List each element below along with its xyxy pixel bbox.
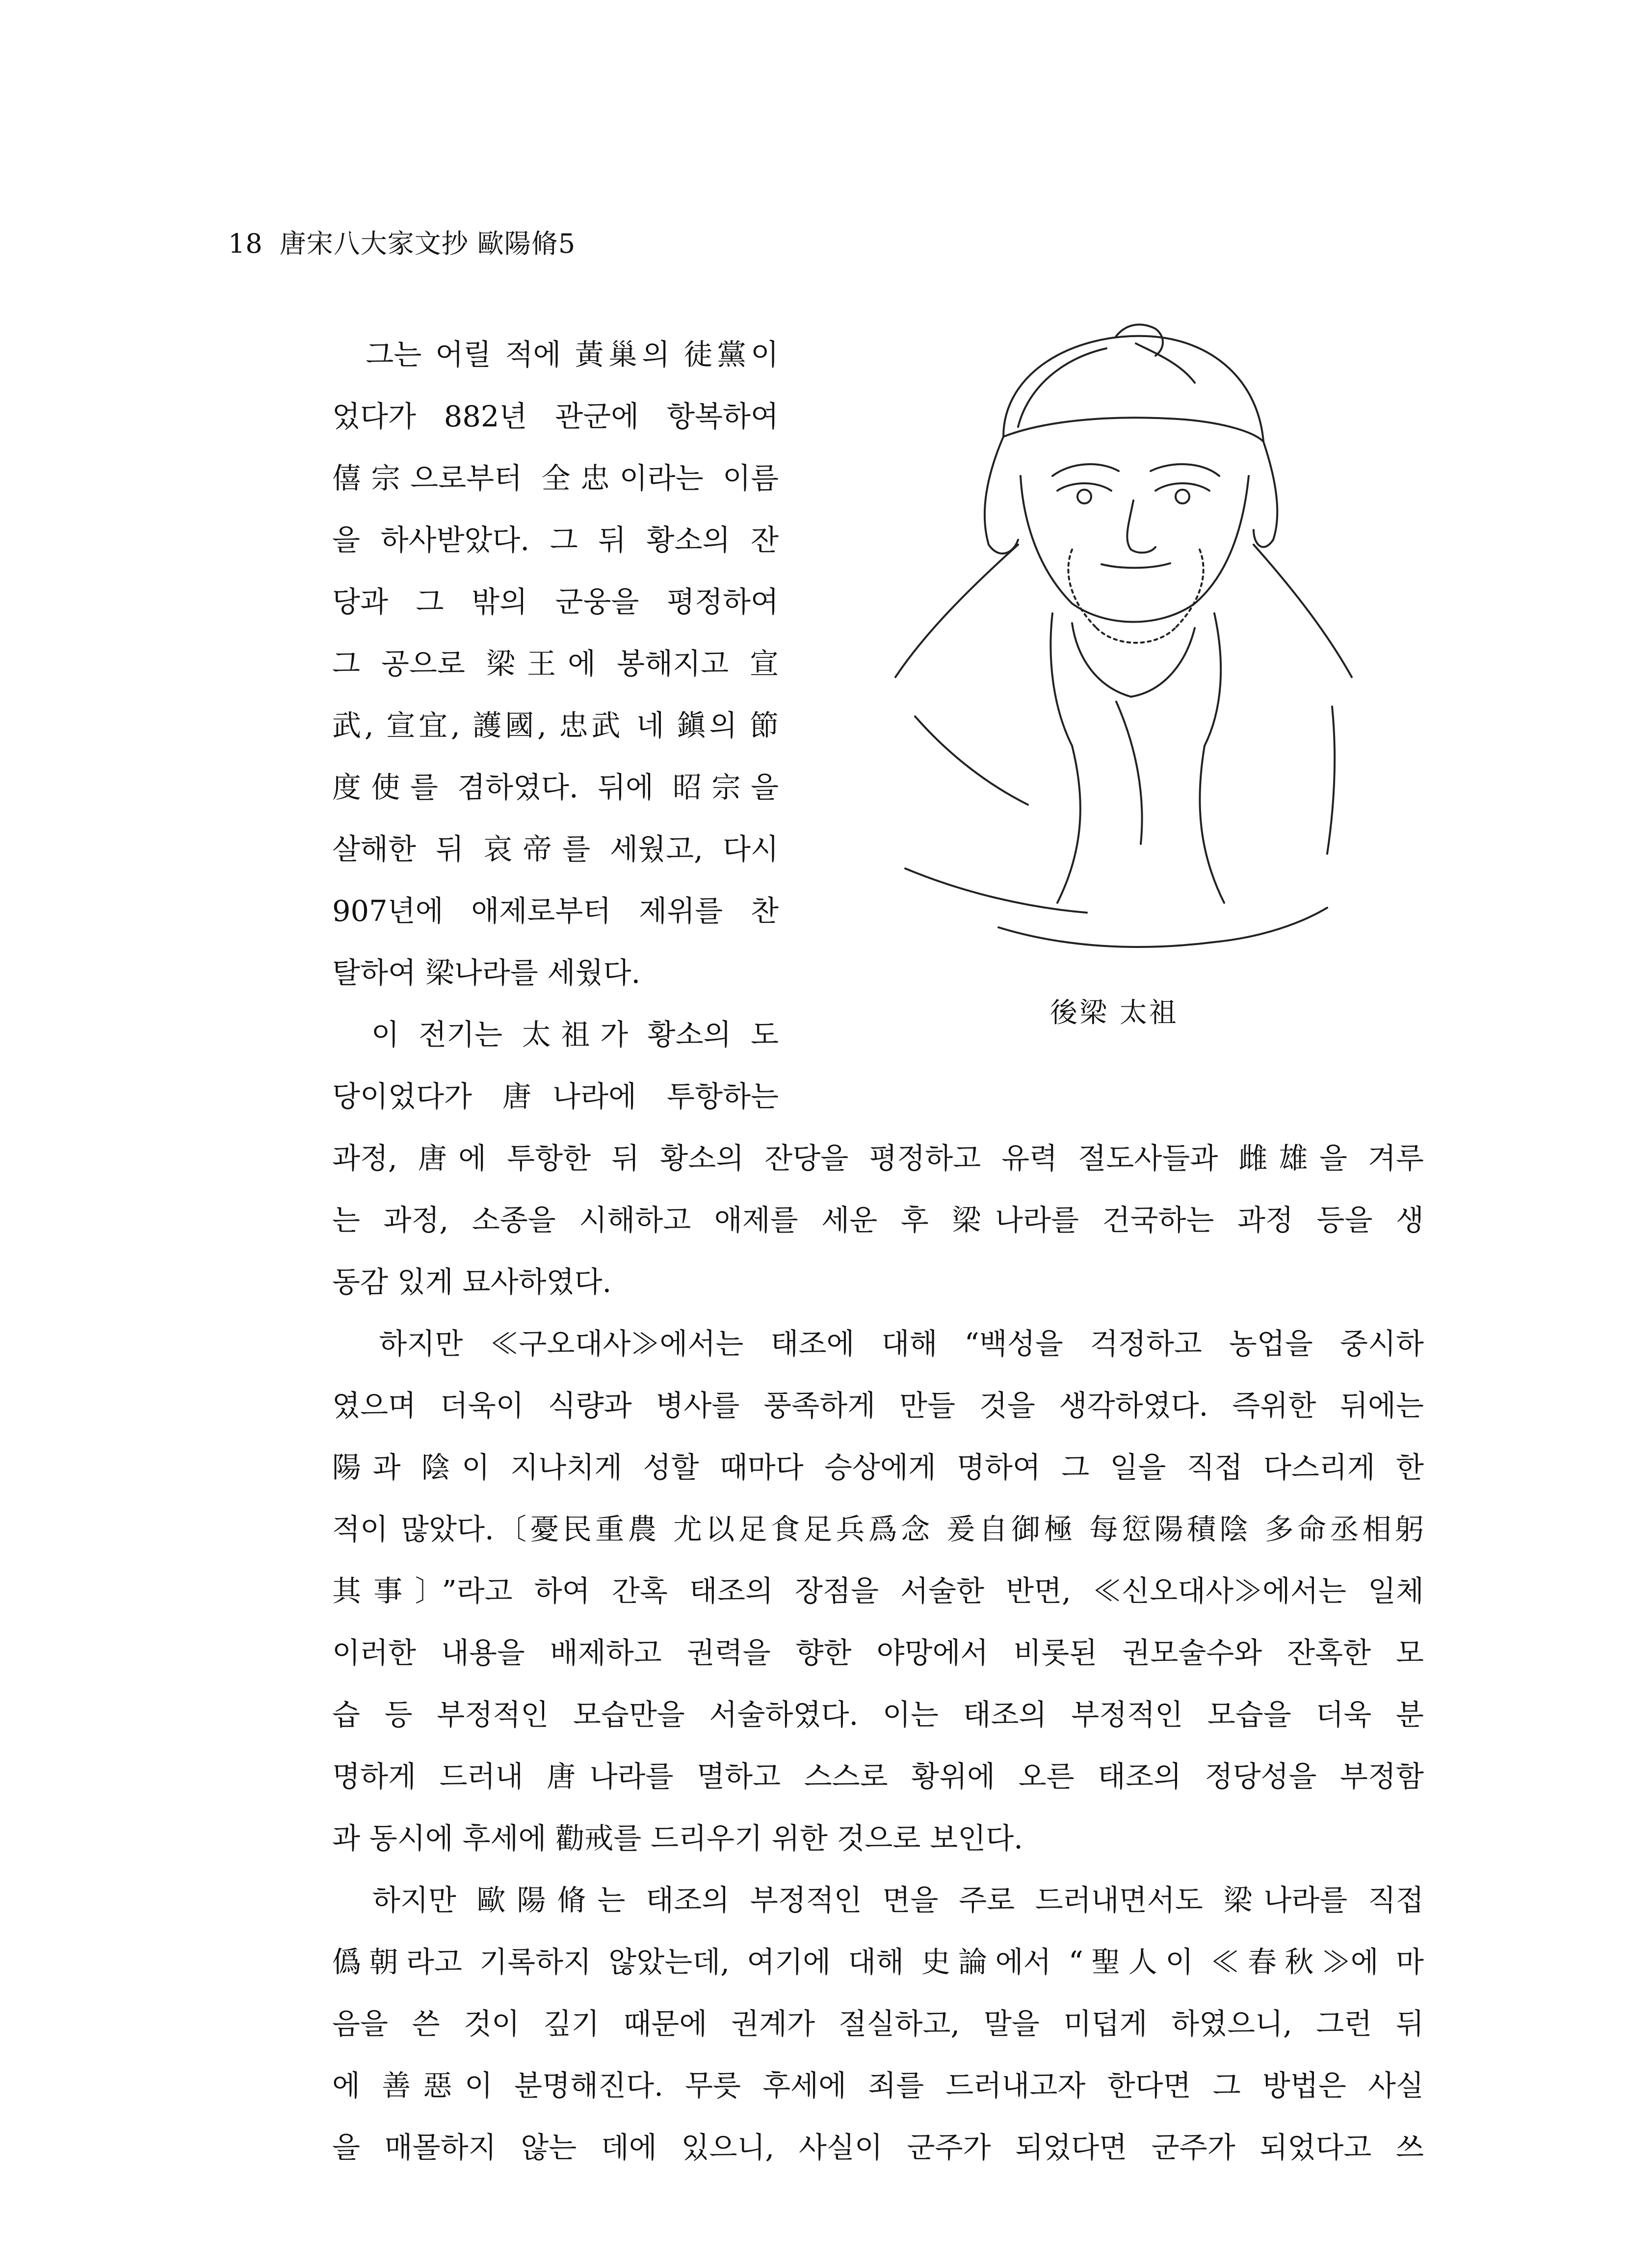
text-line: 僞朝라고 기록하지 않았는데, 여기에 대해 史論에서 “聖人이 ≪春秋≫에 마: [332, 1945, 1424, 1979]
text-line: 동감 있게 묘사하였다.: [332, 1265, 612, 1299]
page-number: 18: [228, 228, 263, 259]
text-line: 이 전기는 太祖가 황소의 도: [332, 1018, 779, 1051]
text-line: 그는 어릴 적에 黃巢의 徒黨이: [332, 338, 779, 371]
text-line: 당이었다가 唐나라에 투항하는: [332, 1079, 779, 1113]
running-header: [228, 227, 576, 261]
text-line: 이러한 내용을 배제하고 권력을 향한 야망에서 비롯된 권모술수와 잔혹한 모: [332, 1636, 1424, 1670]
text-line: 그 공으로 梁王에 봉해지고 宣: [332, 647, 779, 681]
text-line: 는 과정, 소종을 시해하고 애제를 세운 후 梁나라를 건국하는 과정 등을 생: [332, 1203, 1424, 1237]
narrow-column-text: [332, 324, 779, 1128]
book-title: 唐宋八大家文抄 歐陽脩5: [279, 228, 576, 259]
text-line: 하지만 ≪구오대사≫에서는 태조에 대해 “백성을 걱정하고 농업을 중시하: [332, 1327, 1424, 1361]
body-text: [332, 324, 1424, 2179]
text-line: 에 善惡이 분명해진다. 무릇 후세에 죄를 드러내고자 한다면 그 방법은 사실: [332, 2069, 1424, 2102]
text-line: 과 동시에 후세에 勸戒를 드리우기 위한 것으로 보인다.: [332, 1821, 1023, 1855]
text-line: 907년에 애제로부터 제위를 찬: [332, 894, 779, 928]
text-line: 명하게 드러내 唐나라를 멸하고 스스로 황위에 오른 태조의 정당성을 부정함: [332, 1760, 1424, 1793]
text-line: 하지만 歐陽脩는 태조의 부정적인 면을 주로 드러내면서도 梁나라를 직접: [332, 1883, 1424, 1917]
text-line: 度使를 겸하였다. 뒤에 昭宗을: [332, 770, 779, 804]
text-line: 僖宗으로부터 全忠이라는 이름: [332, 461, 779, 495]
figure-caption: 後梁 太祖: [1050, 997, 1179, 1029]
text-line: 其事〕”라고 하여 간혹 태조의 장점을 서술한 반면, ≪신오대사≫에서는 일체: [332, 1574, 1424, 1608]
text-line: 과정, 唐에 투항한 뒤 황소의 잔당을 평정하고 유력 절도사들과 雌雄을 겨루: [332, 1141, 1424, 1175]
text-line: 武, 宣宜, 護國, 忠武 네 鎭의 節: [332, 709, 779, 742]
text-line: 었다가 882년 관군에 항복하여: [332, 399, 779, 433]
text-line: 음을 쓴 것이 깊기 때문에 권계가 절실하고, 말을 미덥게 하였으니, 그런 뒤: [332, 2007, 1424, 2041]
full-width-text: [332, 1128, 1424, 2179]
text-line: 을 하사받았다. 그 뒤 황소의 잔: [332, 523, 779, 557]
text-line: 습 등 부정적인 모습만을 서술하였다. 이는 태조의 부정적인 모습을 더욱 분: [332, 1698, 1424, 1732]
text-line: 적이 많았다.〔憂民重農 尤以足食足兵爲念 爰自御極 每愆陽積陰 多命丞相躬: [332, 1512, 1424, 1546]
text-line: 陽과 陰이 지나치게 성할 때마다 승상에게 명하여 그 일을 직접 다스리게 한: [332, 1450, 1424, 1484]
text-line: 였으며 더욱이 식량과 병사를 풍족하게 만들 것을 생각하였다. 즉위한 뒤에는: [332, 1389, 1424, 1422]
text-line: 탈하여 梁나라를 세웠다.: [332, 956, 641, 990]
text-line: 을 매몰하지 않는 데에 있으니, 사실이 군주가 되었다면 군주가 되었다고 쓰: [332, 2130, 1424, 2164]
text-line: 살해한 뒤 哀帝를 세웠고, 다시: [332, 832, 779, 866]
text-line: 당과 그 밖의 군웅을 평정하여: [332, 585, 779, 619]
